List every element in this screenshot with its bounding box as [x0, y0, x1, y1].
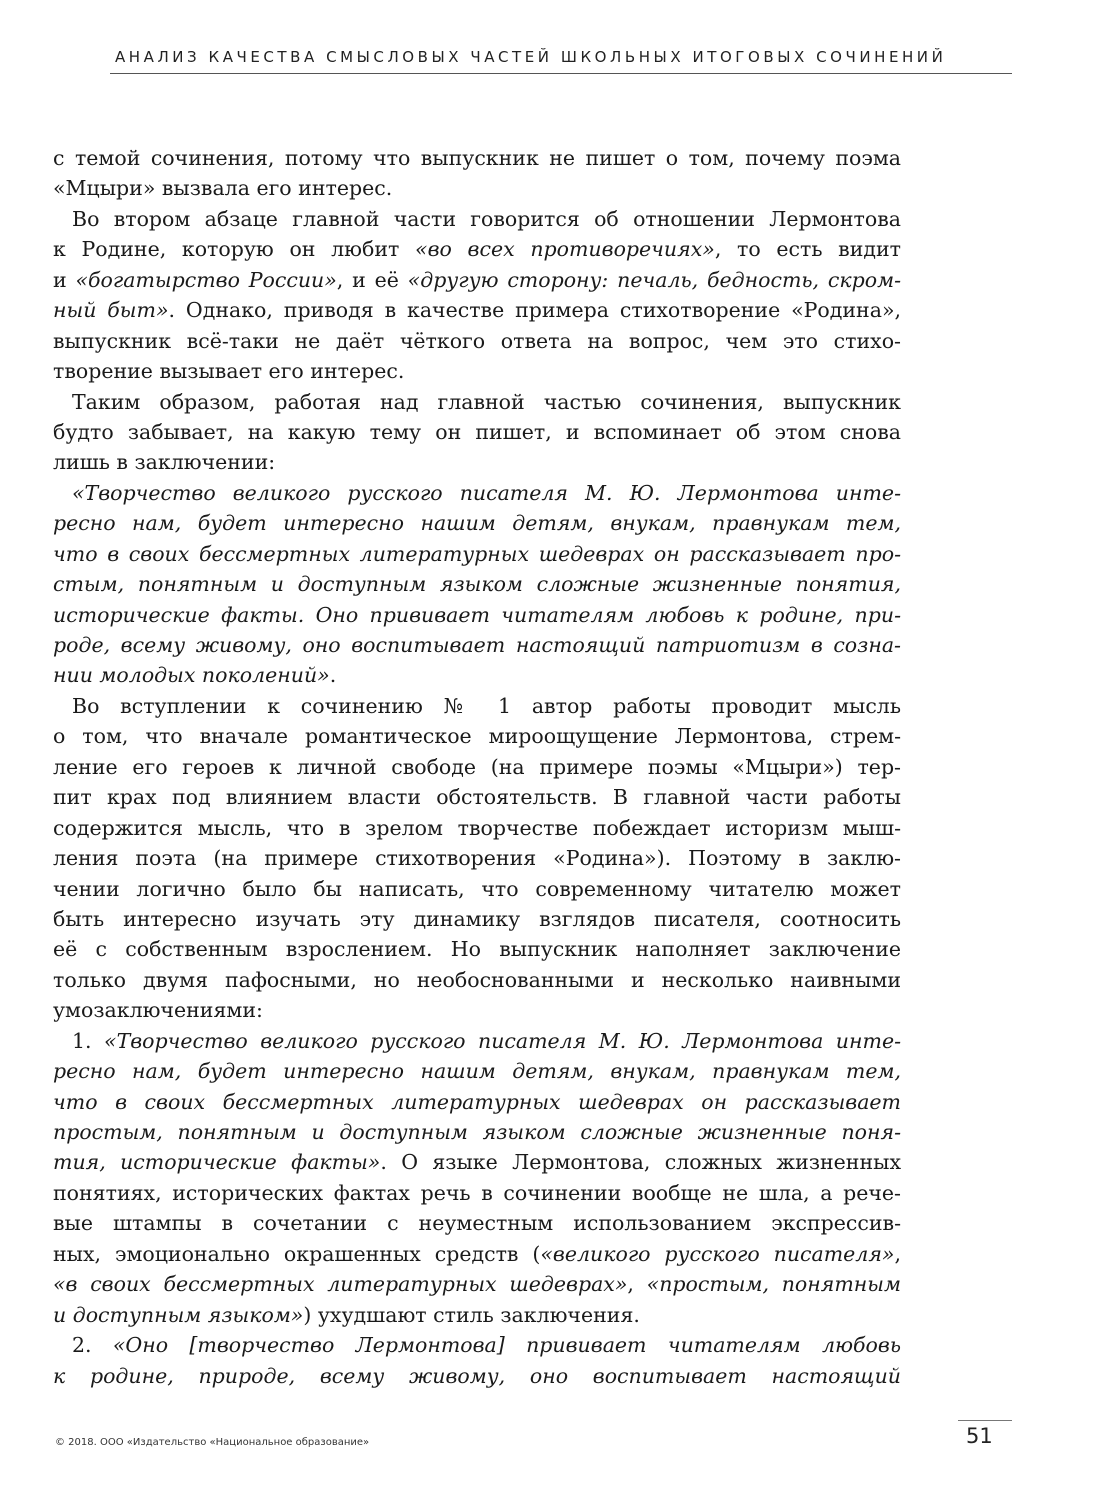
quotation-text: и доступным языком»: [53, 1302, 304, 1327]
text-run: ления поэта (на примере стихотворения «Родина»). Поэтому в заклю-: [53, 846, 901, 871]
quotation-text: нии молодых поколений»: [53, 663, 330, 688]
text-run: лишь в заключении:: [53, 450, 276, 475]
quotation-text: роде, всему живому, оно воспитывает настоящий патриотизм в созна-: [53, 633, 901, 657]
text-run: 1.: [72, 1028, 105, 1053]
quotation-text: простым, понятным и доступным языком сложные жизненные поня-: [53, 1120, 901, 1144]
text-line: [53, 752, 901, 782]
body-text: [53, 143, 901, 1391]
text-line: [53, 1300, 901, 1330]
quotation-text: «Творчество великого русского писателя М. Ю. Лермонтова инте-: [72, 480, 901, 505]
quotation-text: ный быт»: [53, 298, 169, 323]
text-run: быть интересно изучать эту динамику взглядов писателя, соотносить: [53, 906, 901, 931]
text-line: [53, 387, 901, 417]
text-line: [53, 782, 901, 812]
text-run: только двумя пафосными, но необоснованными и несколько наивными: [53, 967, 901, 992]
text-run: с темой сочинения, потому что выпускник не пишет о том, почему поэма: [53, 146, 901, 170]
text-line: [53, 1361, 901, 1391]
text-line: [53, 1269, 901, 1299]
quotation-text: «простым, понятным: [646, 1272, 901, 1297]
text-run: выпускник всё-таки не даёт чёткого ответа на вопрос, чем это стихо-: [53, 328, 901, 353]
text-run: понятиях, исторических фактах речь в сочинении вообще не шла, а рече-: [53, 1180, 901, 1205]
text-line: [53, 539, 901, 569]
text-line: [53, 1056, 901, 1086]
text-line: [53, 326, 901, 356]
text-line: [53, 660, 901, 690]
text-run: ,: [627, 1272, 647, 1297]
text-run: ление его героев к личной свободе (на примере поэмы «Мцыри») тер-: [53, 754, 901, 779]
page-number: 51: [966, 1424, 993, 1448]
quotation-text: тия, исторические факты»: [53, 1150, 381, 1175]
text-line: [53, 478, 901, 508]
text-run: её с собственным взрослением. Но выпускник наполняет заключение: [53, 937, 901, 962]
text-run: , и её: [336, 267, 408, 292]
text-run: Во втором абзаце главной части говорится об отношении Лермонтова: [72, 206, 901, 231]
text-line: [53, 904, 901, 934]
text-line: [53, 204, 901, 234]
quotation-text: «великого русского писателя»: [540, 1241, 895, 1266]
text-line: [53, 1026, 901, 1056]
text-line: [53, 1178, 901, 1208]
text-line: [53, 417, 901, 447]
text-run: к Родине, которую он любит: [53, 237, 416, 262]
text-line: [53, 265, 901, 295]
text-run: содержится мысль, что в зрелом творчестве побеждает историзм мыш-: [53, 815, 901, 840]
text-run: «Мцыри» вызвала его интерес.: [53, 176, 393, 201]
text-line: [53, 569, 901, 599]
text-run: ных, эмоционально окрашенных средств (: [53, 1241, 541, 1266]
text-line: [53, 1117, 901, 1147]
text-run: ,: [894, 1241, 901, 1266]
quotation-text: «в своих бессмертных литературных шедеврах»: [53, 1272, 628, 1297]
quotation-text: что в своих бессмертных литературных шедеврах он рассказывает: [53, 1089, 901, 1114]
text-run: 2.: [72, 1333, 113, 1358]
text-line: [53, 234, 901, 264]
quotation-text: к родине, природе, всему живому, оно воспитывает настоящий: [53, 1363, 901, 1388]
text-line: [53, 143, 901, 173]
quotation-text: «во всех противоречиях»: [415, 237, 715, 262]
quotation-text: «Оно [творчество Лермонтова] прививает читателям любовь: [112, 1333, 901, 1358]
text-line: [53, 1208, 901, 1238]
text-line: [53, 600, 901, 630]
footer-rule: [958, 1420, 1012, 1421]
quotation-text: «Творчество великого русского писателя М. Ю. Лермонтова инте-: [104, 1028, 901, 1053]
text-run: ) ухудшают стиль заключения.: [303, 1302, 640, 1327]
text-run: творение вызывает его интерес.: [53, 359, 405, 384]
text-line: [53, 1330, 901, 1360]
text-run: и: [53, 267, 76, 292]
text-line: [53, 630, 901, 660]
text-run: Во вступлении к сочинению № 1 автор работы проводит мысль: [72, 693, 901, 718]
quotation-text: стым, понятным и доступным языком сложные жизненные понятия,: [53, 572, 901, 597]
text-run: о том, что вначале романтическое мироощущение Лермонтова, стрем-: [53, 724, 901, 749]
text-line: [53, 965, 901, 995]
running-head-title: АНАЛИЗ КАЧЕСТВА СМЫСЛОВЫХ ЧАСТЕЙ ШКОЛЬНЫХ ИТОГОВЫХ СОЧИНЕНИЙ: [115, 48, 947, 66]
text-run: вые штампы в сочетании с неуместным использованием экспрессив-: [53, 1211, 901, 1236]
text-run: Таким образом, работая над главной частью сочинения, выпускник: [72, 389, 901, 414]
text-run: , то есть видит: [714, 237, 901, 262]
text-line: [53, 447, 901, 477]
text-line: [53, 843, 901, 873]
text-run: . О языке Лермонтова, сложных жизненных: [380, 1150, 902, 1175]
text-run: будто забывает, на какую тему он пишет, и вспоминает об этом снова: [53, 419, 901, 444]
text-line: [53, 295, 901, 325]
quotation-text: «богатырство России»: [75, 267, 337, 292]
text-line: [53, 508, 901, 538]
text-run: умозаключениями:: [53, 998, 263, 1023]
quotation-text: ресно нам, будет интересно нашим детям, внукам, правнукам тем,: [53, 511, 901, 536]
header-rule: [110, 73, 1012, 74]
text-line: [53, 1239, 901, 1269]
text-line: [53, 721, 901, 751]
text-line: [53, 356, 901, 386]
quotation-text: ресно нам, будет интересно нашим детям, внукам, правнукам тем,: [53, 1059, 901, 1084]
text-run: .: [329, 663, 337, 688]
quotation-text: «другую сторону: печаль, бедность, скром-: [407, 267, 901, 292]
text-line: [53, 995, 901, 1025]
quotation-text: что в своих бессмертных литературных шедеврах он рассказывает про-: [53, 541, 901, 566]
text-run: пит крах под влиянием власти обстоятельств. В главной части работы: [53, 785, 901, 810]
text-line: [53, 934, 901, 964]
text-run: . Однако, приводя в качестве примера стихотворение «Родина»,: [168, 298, 902, 323]
text-line: [53, 874, 901, 904]
text-line: [53, 1147, 901, 1177]
text-run: чении логично было бы написать, что современному читателю может: [53, 876, 901, 901]
text-line: [53, 691, 901, 721]
quotation-text: исторические факты. Оно прививает читателям любовь к родине, при-: [53, 602, 901, 627]
text-line: [53, 173, 901, 203]
copyright-notice: © 2018. ООО «Издательство «Национальное образование»: [55, 1437, 370, 1448]
text-line: [53, 813, 901, 843]
text-line: [53, 1087, 901, 1117]
